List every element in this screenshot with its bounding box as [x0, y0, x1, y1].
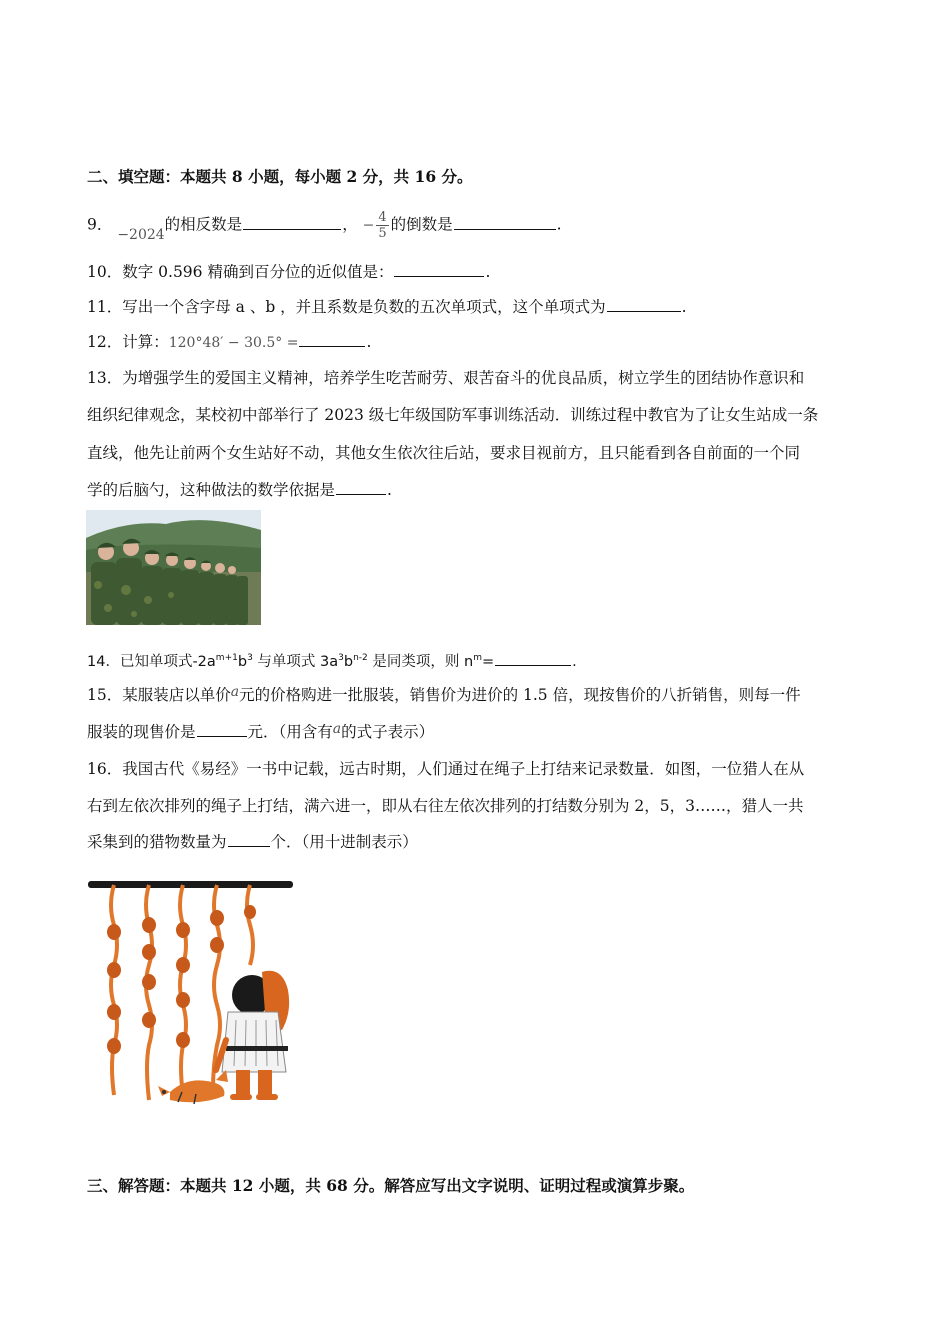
q14-text-4: b	[343, 653, 354, 670]
q13-line-1: 13．为增强学生的爱国主义精神，培养学生吃苦耐劳、艰苦奋斗的优良品质，树立学生的团结协作意识和	[87, 369, 805, 387]
q9-negative-sign: −	[362, 217, 375, 234]
q14-exponent-5: m	[473, 653, 482, 663]
q12-end: .	[366, 333, 372, 351]
q13-end: .	[387, 481, 392, 499]
q14-exponent-1: m+1	[215, 653, 238, 663]
question-12	[87, 331, 371, 354]
q12-answer-blank[interactable]	[299, 331, 365, 347]
q12-text: 12．计算：	[87, 333, 169, 351]
q14-exponent-2: 3	[247, 653, 253, 663]
q14-text-1: 14．已知单项式-2a	[87, 653, 216, 670]
q9-text-2: 的倒数是	[390, 215, 453, 234]
students-in-line-photo	[86, 510, 261, 625]
q9-end: .	[556, 215, 562, 234]
question-11	[87, 296, 687, 318]
q13-answer-blank[interactable]	[336, 479, 386, 495]
q10-answer-blank[interactable]	[394, 261, 484, 277]
q16-text-2: 个．（用十进制表示）	[270, 833, 418, 851]
section-3-heading: 三、解答题：本题共 12 小题，共 68 分。解答应写出文字说明、证明过程或演算步聚。	[87, 1176, 695, 1195]
q14-end: .	[572, 653, 577, 670]
q9-answer-blank-1[interactable]	[243, 214, 341, 230]
q16-line-1: 16．我国古代《易经》一书中记载，远古时期，人们通过在绳子上打结来记录数量．如图，一位猎人在从	[87, 760, 805, 778]
knotted-ropes-hunter-illustration	[86, 870, 296, 1108]
q15-variable-2: a	[332, 721, 342, 737]
question-10	[87, 261, 490, 283]
q14-text-3: 与单项式 3a	[252, 653, 339, 670]
question-14	[87, 647, 577, 673]
q11-answer-blank[interactable]	[607, 296, 681, 312]
q14-text-5: 是同类项，则 n	[367, 653, 474, 670]
q15-text-2: 元的价格购进一批服装，销售价为进价的 1.5 倍，现按售价的八折销售，则每一件	[239, 686, 801, 704]
q14-exponent-4: n-2	[353, 653, 368, 663]
q16-line-3	[87, 831, 418, 853]
q14-answer-blank[interactable]	[495, 650, 571, 666]
q12-expression: 120°48′ − 30.5° =	[168, 335, 299, 351]
q13-line-3: 直线，他先让前两个女生站好不动，其他女生依次往后站，要求目视前方，且只能看到各自前面的一个同	[87, 444, 801, 462]
q15-variable: a	[230, 684, 240, 700]
q14-text-6: =	[481, 653, 495, 670]
q15-text-3: 服装的现售价是	[87, 723, 196, 741]
question-15-line-2	[87, 721, 434, 744]
q10-text: 10．数字 0.596 精确到百分位的近似值是：	[87, 263, 394, 281]
q13-line-4	[87, 479, 392, 501]
question-9	[87, 210, 562, 241]
q13-line-4-text: 学的后脑勺，这种做法的数学依据是	[87, 481, 336, 499]
q16-text-1: 采集到的猎物数量为	[87, 833, 227, 851]
q9-fraction	[376, 210, 388, 241]
q9-expression: −2024	[117, 226, 165, 243]
section-2-heading: 二、填空题：本题共 8 小题，每小题 2 分，共 16 分。	[87, 167, 473, 186]
q15-text-1: 15．某服装店以单价	[87, 686, 231, 704]
q13-line-2: 组织纪律观念，某校初中部举行了 2023 级七年级国防军事训练活动．训练过程中教官为了让女生站成一条	[87, 406, 819, 424]
q9-separator: ，	[342, 215, 358, 234]
q11-end: .	[681, 298, 687, 316]
q14-text-2: b	[237, 653, 248, 670]
q9-number: 9．	[87, 215, 113, 234]
q16-line-2: 右到左依次排列的绳子上打结，满六进一，即从右往左依次排列的打结数分别为 2，5，3……，猎人一共	[87, 797, 804, 815]
q9-fraction-numerator: 4	[378, 210, 387, 225]
q14-exponent-3: 3	[338, 653, 344, 663]
question-15-line-1	[87, 684, 801, 707]
q10-end: .	[485, 263, 491, 281]
q9-answer-blank-2[interactable]	[454, 214, 556, 230]
q9-fraction-denominator: 5	[378, 226, 387, 241]
q11-text: 11．写出一个含字母 a 、b ，并且系数是负数的五次单项式，这个单项式为	[87, 298, 606, 316]
q15-text-4: 元．（用含有	[247, 723, 333, 741]
q16-answer-blank[interactable]	[228, 831, 270, 847]
q15-text-5: 的式子表示）	[341, 723, 435, 741]
q9-text-1: 的相反数是	[164, 215, 243, 234]
q15-answer-blank[interactable]	[197, 721, 247, 737]
